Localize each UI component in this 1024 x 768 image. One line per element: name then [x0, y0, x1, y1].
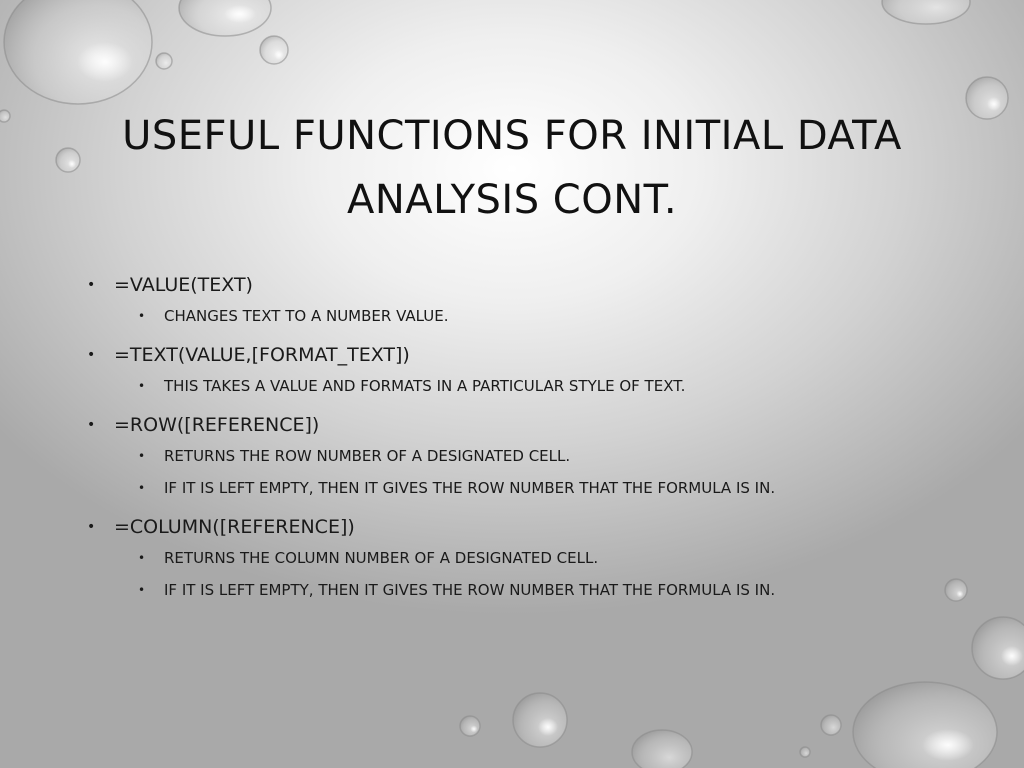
slide-title — [100, 104, 924, 232]
sub-bullet-text: RETURNS THE ROW NUMBER OF A DESIGNATED CELL. — [164, 447, 571, 465]
bullet-icon: • — [138, 551, 146, 565]
bullet-icon: • — [87, 417, 96, 433]
bullet-icon: • — [138, 449, 146, 463]
bullet-icon: • — [87, 277, 96, 293]
sub-bullet-text: IF IT IS LEFT EMPTY, THEN IT GIVES THE ROW NUMBER THAT THE FORMULA IS IN. — [164, 479, 776, 497]
slide-title-line-1: USEFUL FUNCTIONS FOR INITIAL DATA — [122, 113, 902, 159]
bullet-icon: • — [87, 519, 96, 535]
bullet-label: =TEXT(VALUE,[FORMAT_TEXT]) — [114, 344, 410, 366]
bullet-item-value — [84, 270, 944, 300]
bullet-list — [84, 270, 944, 606]
bullet-item-column — [84, 512, 944, 542]
sub-bullet-text: CHANGES TEXT TO A NUMBER VALUE. — [164, 307, 449, 325]
bullet-item-text — [84, 340, 944, 370]
sub-bullet-item — [84, 440, 944, 472]
sub-bullet-item — [84, 472, 944, 504]
sub-bullet-item — [84, 300, 944, 332]
bullet-icon: • — [138, 583, 146, 597]
sub-bullet-text: RETURNS THE COLUMN NUMBER OF A DESIGNATED CELL. — [164, 549, 599, 567]
sub-bullet-text: THIS TAKES A VALUE AND FORMATS IN A PARTICULAR STYLE OF TEXT. — [164, 377, 686, 395]
bullet-icon: • — [138, 481, 146, 495]
bullet-icon: • — [138, 379, 146, 393]
bullet-icon: • — [87, 347, 96, 363]
sub-bullet-item — [84, 370, 944, 402]
bullet-icon: • — [138, 309, 146, 323]
slide-title-line-2: ANALYSIS CONT. — [346, 177, 678, 223]
bullet-item-row — [84, 410, 944, 440]
bullet-label: =COLUMN([REFERENCE]) — [114, 516, 355, 538]
sub-bullet-item — [84, 542, 944, 574]
bullet-label: =ROW([REFERENCE]) — [114, 414, 320, 436]
bullet-label: =VALUE(TEXT) — [114, 274, 253, 296]
sub-bullet-item — [84, 574, 944, 606]
sub-bullet-text: IF IT IS LEFT EMPTY, THEN IT GIVES THE ROW NUMBER THAT THE FORMULA IS IN. — [164, 581, 776, 599]
